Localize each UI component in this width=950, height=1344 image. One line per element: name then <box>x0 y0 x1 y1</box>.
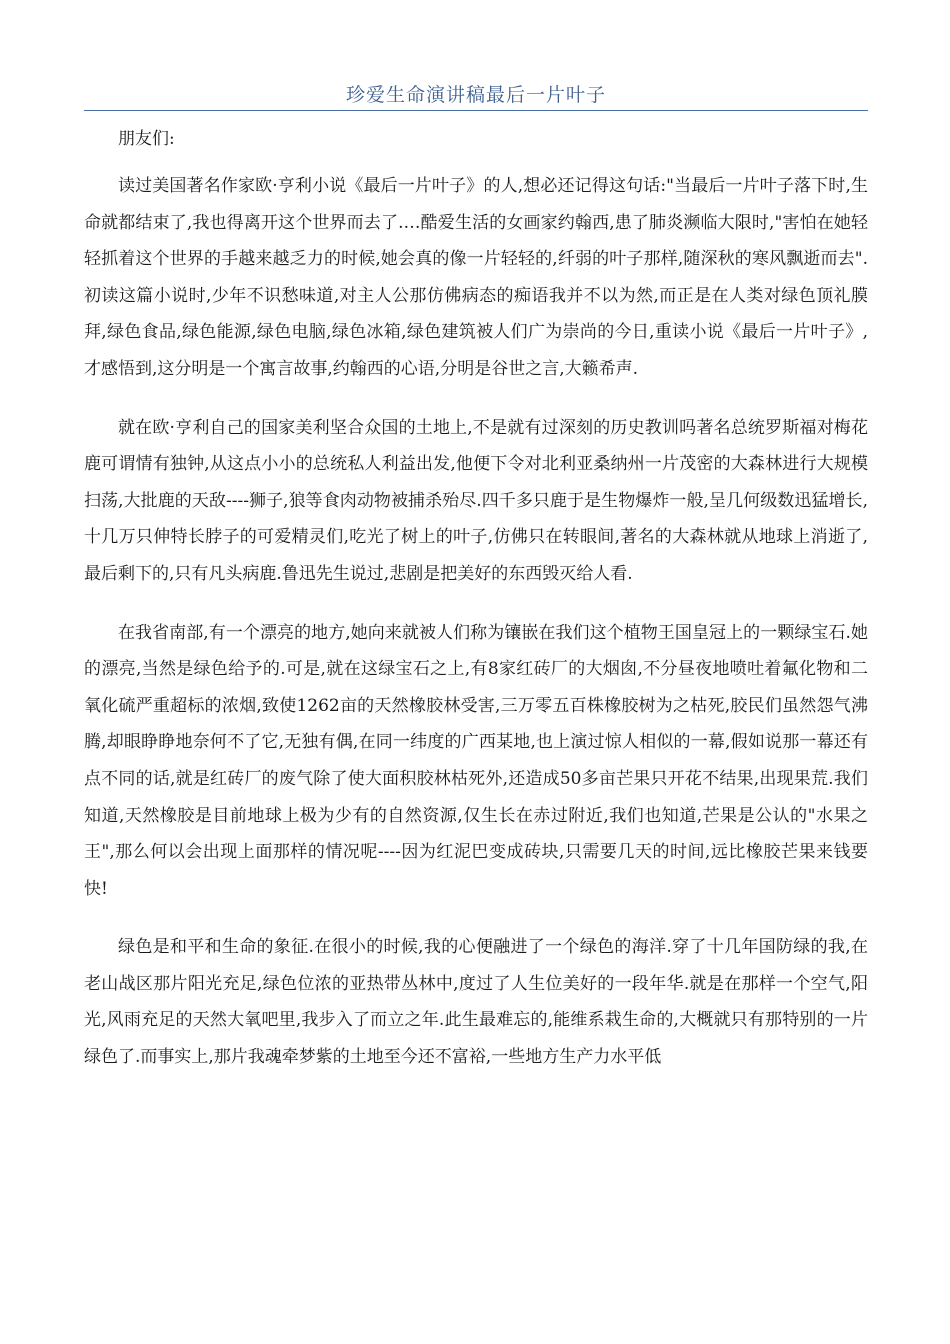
paragraph-4: 绿色是和平和生命的象征.在很小的时候,我的心便融进了一个绿色的海洋.穿了十几年国防绿的我,在老山战区那片阳光充足,绿色位浓的亚热带丛林中,度过了人生位美好的一段年华.就是在那样一个空气,阳光,风雨充足的天然大氧吧里,我步入了而立之年.此生最难忘的,能维系栽生命的,大概就只有那特别的一片绿色了.而事实上,那片我魂牵梦紫的土地至今还不富裕,一些地方生产力水平低 <box>84 937 868 1068</box>
paragraph-1: 读过美国著名作家欧·亨利小说《最后一片叶子》的人,想必还记得这句话:"当最后一片叶子落下时,生命就都结束了,我也得离开这个世界而去了.…酷爱生活的女画家约翰西,患了肺炎濒临大限时,"害怕在她轻轻抓着这个世界的手越来越乏力的时候,她会真的像一片轻轻的,纤弱的叶子那样,随深秋的寒风飘逝而去".初读这篇小说时,少年不识愁味道,对主人公那仿佛病态的痴语我并不以为然,而正是在人类对绿色顶礼膜拜,绿色食品,绿色能源,绿色电脑,绿色冰箱,绿色建筑被人们广为崇尚的今日,重读小说《最后一片叶子》,才感悟到,这分明是一个寓言故事,约翰西的心语,分明是谷世之言,大籁希声. <box>84 176 868 379</box>
greeting: 朋友们: <box>118 129 175 149</box>
page-header <box>84 80 868 111</box>
document-body <box>84 120 868 1098</box>
page-title: 珍爱生命演讲稿最后一片叶子 <box>345 84 606 106</box>
paragraph-3: 在我省南部,有一个漂亮的地方,她向来就被人们称为镶嵌在我们这个植物王国皇冠上的一颗绿宝石.她的漂亮,当然是绿色给予的.可是,就在这绿宝石之上,有8家红砖厂的大烟囱,不分昼夜地喷吐着氟化物和二氧化硫严重超标的浓烟,致使1262亩的天然橡胶林受害,三万零五百株橡胶树为之枯死,胶民们虽然怨气沸腾,却眼睁睁地奈何不了它,无独有偶,在同一纬度的广西某地,也上演过惊人相似的一幕,假如说那一幕还有点不同的话,就是红砖厂的废气除了使大面积胶林枯死外,还造成50多亩芒果只开花不结果,出现果荒.我们知道,天然橡胶是目前地球上极为少有的自然资源,仅生长在赤过附近,我们也知道,芒果是公认的"水果之王",那么何以会出现上面那样的情况呢----因为红泥巴变成砖块,只需要几天的时间,远比橡胶芒果来钱要快! <box>84 622 868 899</box>
paragraph-2: 就在欧·亨利自己的国家美利坚合众国的土地上,不是就有过深刻的历史教训吗著名总统罗斯福对梅花鹿可谓情有独钟,从这点小小的总统私人利益出发,他便下令对北利亚桑纳州一片茂密的大森林进行大规模扫荡,大批鹿的天敌----狮子,狼等食肉动物被捕杀殆尽.四千多只鹿于是生物爆炸一般,呈几何级数迅猛增长,十几万只伸特长脖子的可爱精灵们,吃光了树上的叶子,仿佛只在转眼间,著名的大森林就从地球上消逝了,最后剩下的,只有凡头病鹿.鲁迅先生说过,悲剧是把美好的东西毁灭给人看. <box>84 417 868 584</box>
